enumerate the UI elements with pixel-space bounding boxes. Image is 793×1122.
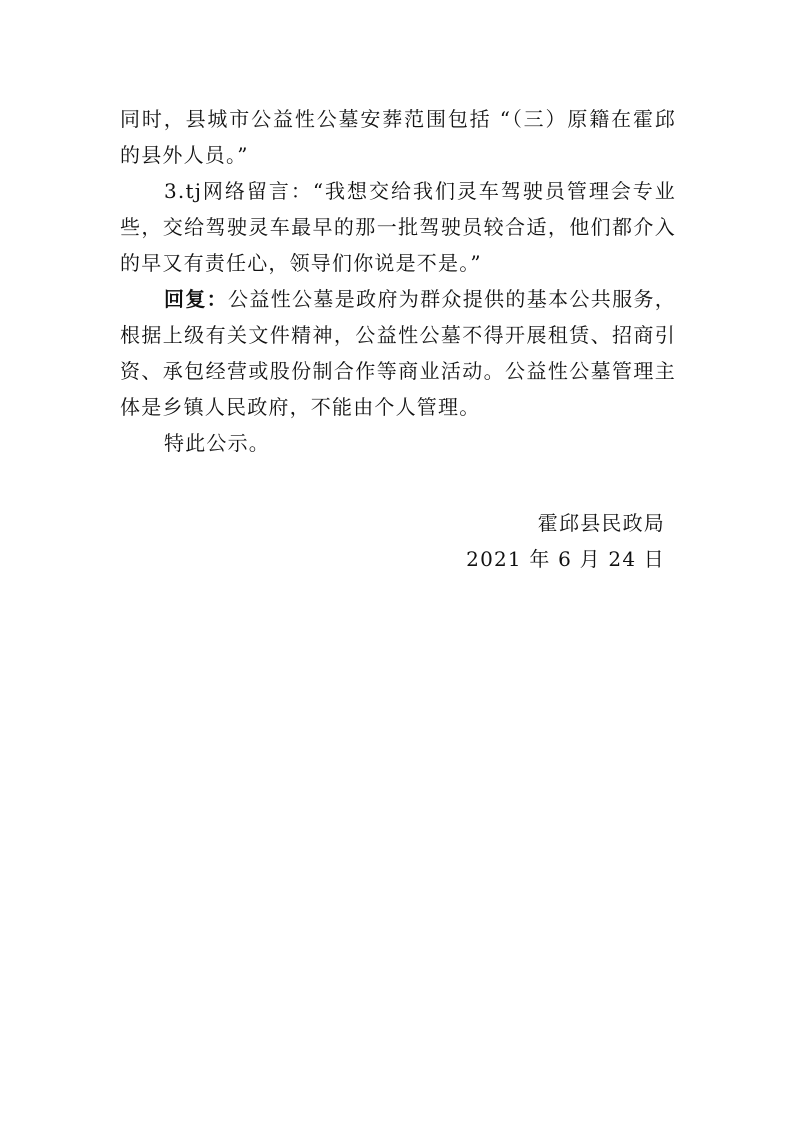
paragraph-online-message <box>120 173 676 281</box>
paragraph-text: 3.tj网络留言：“我想交给我们灵车驾驶员管理会专业些，交给驾驶灵车最早的那一批驾驶员较合适，他们都介入的早又有责任心，领导们你说是不是。” <box>120 179 676 275</box>
reply-label: 回复： <box>164 287 229 311</box>
document-body <box>120 101 676 461</box>
paragraph-reply <box>120 281 676 425</box>
issue-date: 2021 年 6 月 24 日 <box>466 547 665 571</box>
issuing-organization: 霍邱县民政局 <box>537 511 665 535</box>
paragraph-closing <box>120 425 676 461</box>
paragraph-text: 同时，县城市公益性公墓安葬范围包括 “（三）原籍在霍邱的县外人员。” <box>120 107 676 167</box>
paragraph-text: 特此公示。 <box>164 431 270 455</box>
paragraph-text: 公益性公墓是政府为群众提供的基本公共服务，根据上级有关文件精神，公益性公墓不得开展租赁、招商引资、承包经营或股份制合作等商业活动。公益性公墓管理主体是乡镇人民政府，不能由个人管理。 <box>120 287 677 419</box>
signature-block <box>466 505 665 577</box>
paragraph-continuation <box>120 101 676 173</box>
